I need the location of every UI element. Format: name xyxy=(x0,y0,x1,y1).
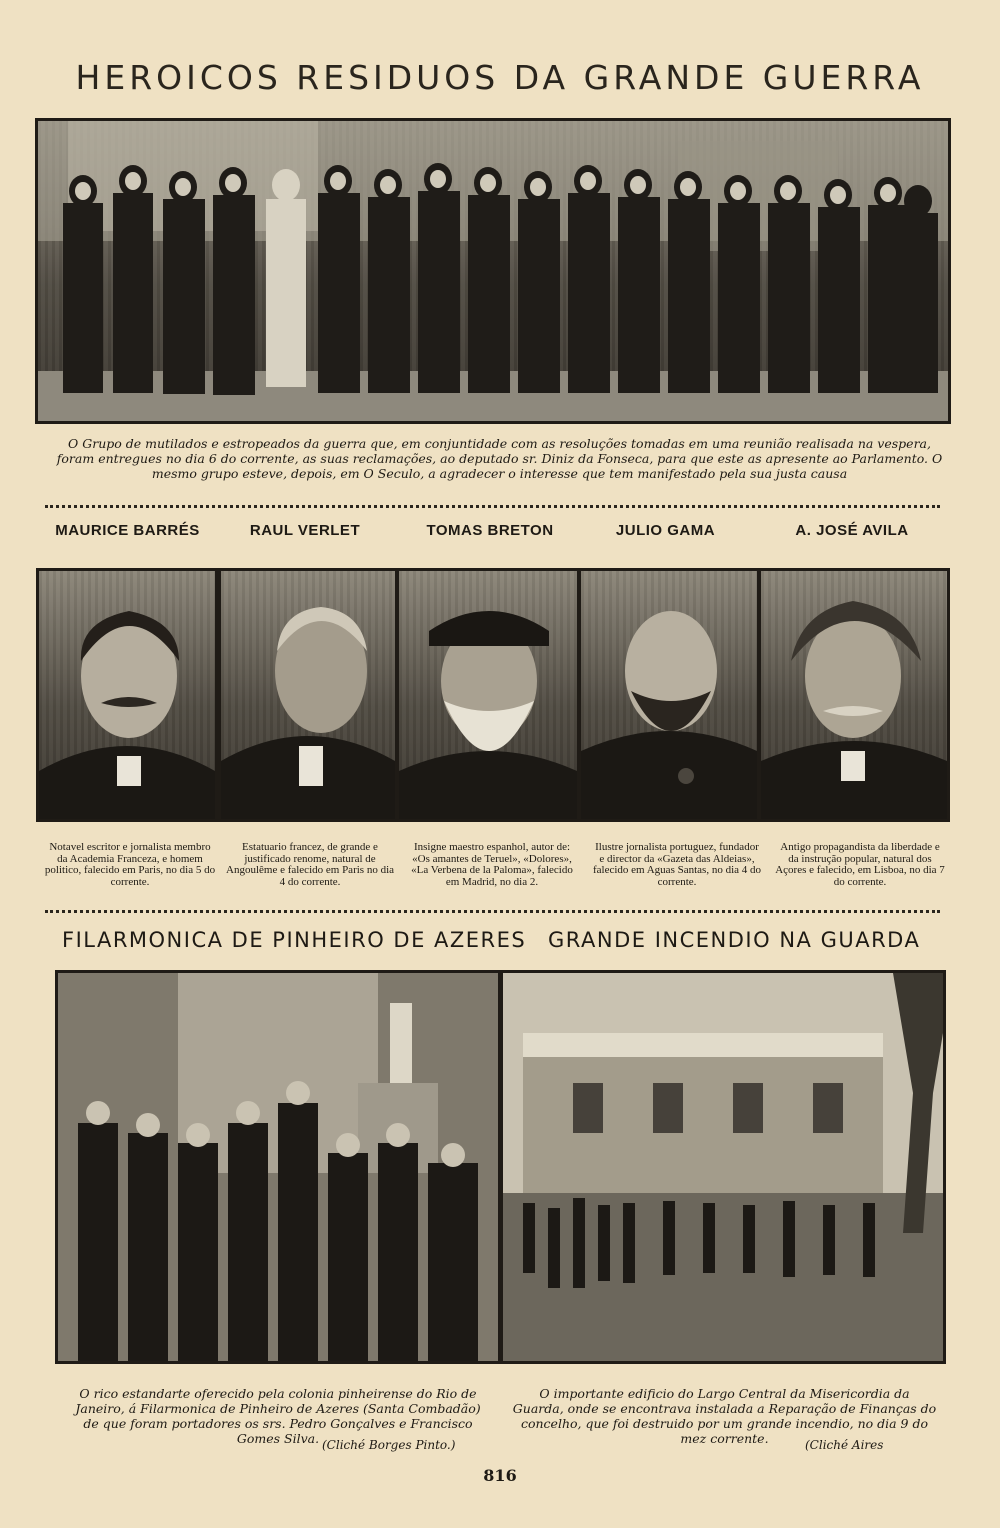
filarmonica-caption: O rico estandarte oferecido pela colonia pinheirense do Rio de Janeiro, á Filarmonica de Pinheiro de Azeres (Santa Combadão) de que foram portadores os srs. Pedro Gonçalves e Francisco Gomes Silva. xyxy=(75,1386,481,1446)
page-number: 816 xyxy=(483,1466,517,1485)
portrait-name: JULIO GAMA xyxy=(615,522,716,539)
filarmonica-photo xyxy=(55,970,501,1364)
page-title: HEROICOS RESIDUOS DA GRANDE GUERRA xyxy=(75,58,925,97)
portrait-drawing xyxy=(761,571,947,819)
portrait-bio: Ilustre jornalista portuguez, fundador e director da «Gazeta das Aldeias», falecido em Aguas Santas, no dia 4 do corrente. xyxy=(592,841,762,888)
portrait-photo-gama xyxy=(578,568,760,822)
portrait-bio: Insigne maestro espanhol, autor de: «Os amantes de Teruel», «Dolores», «La Verbena de la Paloma», falecido em Madrid, no dia 2. xyxy=(411,841,573,888)
group-photo xyxy=(35,118,951,424)
portrait-drawing xyxy=(581,571,757,819)
divider-top xyxy=(45,505,940,508)
section-title-incendio: GRANDE INCENDIO NA GUARDA xyxy=(548,928,921,952)
incendio-drawing xyxy=(503,973,943,1361)
portrait-photo-breton xyxy=(396,568,580,822)
section-title-filarmonica: FILARMONICA DE PINHEIRO DE AZERES xyxy=(62,928,527,952)
portrait-bio: Estatuario francez, de grande e justificado renome, natural de Angoulême e falecido em Paris no dia 4 do corrente. xyxy=(226,841,395,888)
portrait-name: TOMAS BRETON xyxy=(426,522,554,539)
portrait-photo-avila xyxy=(758,568,950,822)
incendio-photo xyxy=(500,970,946,1364)
portrait-photo-barres xyxy=(36,568,218,822)
portrait-photo-verlet xyxy=(218,568,398,822)
portrait-bio: Antigo propagandista da liberdade e da instrução popular, natural dos Açores e falecido, em Lisboa, no dia 7 do corrente. xyxy=(775,841,945,888)
group-photo-drawing xyxy=(38,121,948,421)
portrait-drawing xyxy=(221,571,395,819)
portrait-name: RAUL VERLET xyxy=(249,522,361,539)
filarmonica-credit: (Cliché Borges Pinto.) xyxy=(322,1438,456,1452)
incendio-credit: (Cliché Aires xyxy=(805,1438,884,1452)
filarmonica-drawing xyxy=(58,973,498,1361)
incendio-caption: O importante edificio do Largo Central da Misericordia da Guarda, onde se encontrava instalada a Reparação de Finanças do concelho, que foi destruido por um grande incendio, no dia 9 do mez corrente. xyxy=(512,1386,937,1446)
portrait-drawing xyxy=(399,571,577,819)
portrait-name: A. JOSÉ AVILA xyxy=(795,522,909,539)
divider-middle xyxy=(45,910,940,913)
group-photo-caption: O Grupo de mutilados e estropeados da guerra que, em conjuntidade com as resoluções tomadas em uma reunião realisada na vespera, foram entregues no dia 6 do corrente, as suas reclamações, ao deputado sr. Diniz da Fonseca, para que este as apresente ao Parlamento. O mesmo grupo esteve, depois, em O Seculo, a agradecer o interesse que tem manifestado pela sua justa causa xyxy=(56,436,943,481)
portrait-drawing xyxy=(39,571,215,819)
portrait-name: MAURICE BARRÉS xyxy=(55,522,200,539)
portrait-bio: Notavel escritor e jornalista membro da Academia Franceza, e homem politico, falecido em Paris, no dia 5 do corrente. xyxy=(44,841,216,888)
